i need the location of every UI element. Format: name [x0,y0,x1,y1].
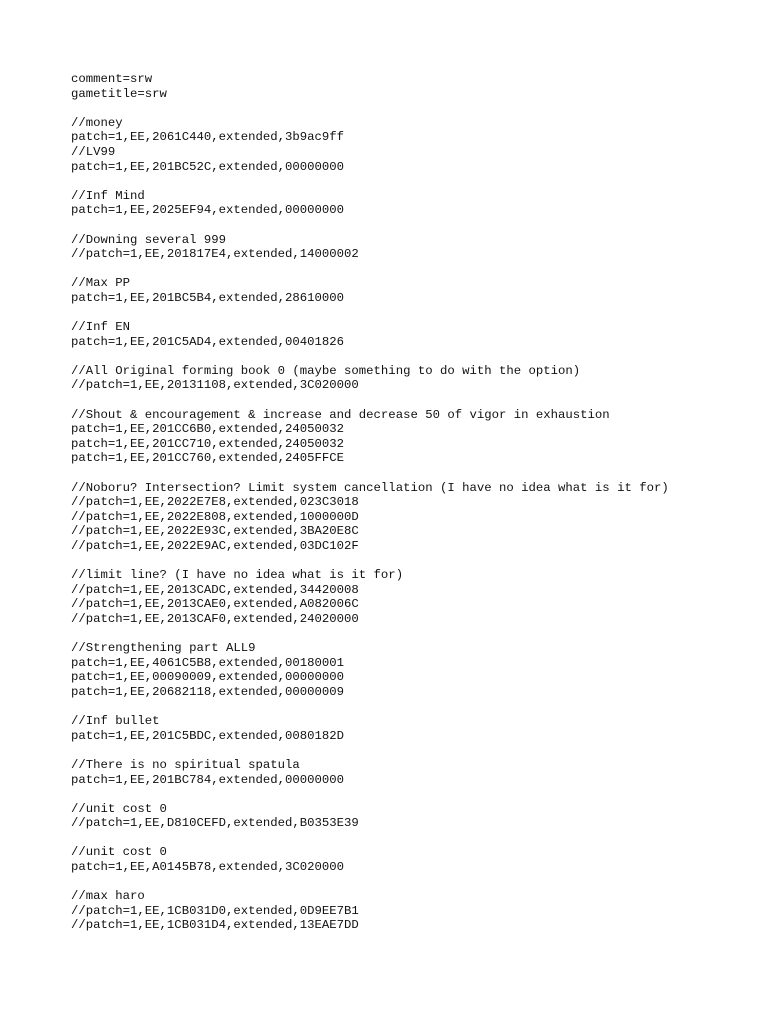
code-line: patch=1,EE,201C5BDC,extended,0080182D [71,728,345,743]
blank-line [71,101,751,116]
comment-line: //patch=1,EE,2013CADC,extended,34420008 [71,582,359,597]
code-line: patch=1,EE,201BC5B4,extended,28610000 [71,290,345,305]
comment-line: //unit cost 0 [71,801,167,816]
code-line: patch=1,EE,00090009,extended,00000000 [71,670,345,685]
blank-line [71,831,751,846]
comment-line: //Shout & encouragement & increase and decrease 50 of vigor in exhaustion [71,407,610,422]
comment-line: //patch=1,EE,1CB031D4,extended,13EAE7DD [71,918,359,933]
blank-line [71,627,751,642]
comment-line: //patch=1,EE,201817E4,extended,14000002 [71,247,359,262]
comment-line: //Inf bullet [71,714,160,729]
code-line: patch=1,EE,201BC784,extended,00000000 [71,772,345,787]
blank-line [71,875,751,890]
blank-line [71,262,751,277]
blank-line [71,700,751,715]
comment-line: //Downing several 999 [71,232,226,247]
comment-line: //max haro [71,889,145,904]
code-line: patch=1,EE,2025EF94,extended,00000000 [71,203,345,218]
blank-line [71,466,751,481]
blank-line [71,306,751,321]
comment-line: //Max PP [71,276,131,291]
code-line: patch=1,EE,201CC6B0,extended,24050032 [71,422,345,437]
blank-line [71,349,751,364]
code-line: patch=1,EE,201BC52C,extended,00000000 [71,159,345,174]
comment-line: //patch=1,EE,2022E9AC,extended,03DC102F [71,539,359,553]
code-line: patch=1,EE,4061C5B8,extended,00180001 [71,655,345,670]
comment-line: //patch=1,EE,2013CAE0,extended,A082006C [71,597,359,612]
code-line: patch=1,EE,2061C440,extended,3b9ac9ff [71,130,345,145]
blank-line [71,174,751,189]
comment-line: //patch=1,EE,2022E93C,extended,3BA20E8C [71,524,359,539]
comment-line: //There is no spiritual spatula [71,757,300,772]
comment-line: //unit cost 0 [71,845,167,860]
comment-line: //patch=1,EE,20131108,extended,3C020000 [71,378,359,393]
blank-line [71,787,751,802]
comment-line: //Noboru? Intersection? Limit system cancellation (I have no idea what is it for) [71,480,669,495]
comment-line: //Strengthening part ALL9 [71,641,256,656]
document-text [71,72,751,933]
comment-line: //Inf EN [71,320,131,335]
code-line: gametitle=srw [71,86,167,101]
blank-line [71,743,751,758]
comment-line: //limit line? (I have no idea what is it for) [71,568,404,583]
comment-line: //patch=1,EE,1CB031D0,extended,0D9EE7B1 [71,903,359,918]
blank-line [71,554,751,569]
comment-line: //patch=1,EE,D810CEFD,extended,B0353E39 [71,816,359,831]
code-line: patch=1,EE,A0145B78,extended,3C020000 [71,860,345,875]
code-line: comment=srw [71,72,153,86]
blank-line [71,393,751,408]
comment-line: //LV99 [71,144,116,159]
code-line: patch=1,EE,201CC710,extended,24050032 [71,436,345,451]
comment-line: //patch=1,EE,2022E808,extended,1000000D [71,509,359,524]
comment-line: //All Original forming book 0 (maybe something to do with the option) [71,363,581,378]
code-line: patch=1,EE,201C5AD4,extended,00401826 [71,334,345,349]
comment-line: //Inf Mind [71,188,145,203]
code-line: patch=1,EE,20682118,extended,00000009 [71,684,345,699]
blank-line [71,218,751,233]
comment-line: //patch=1,EE,2013CAF0,extended,24020000 [71,611,359,626]
comment-line: //money [71,115,123,130]
comment-line: //patch=1,EE,2022E7E8,extended,023C3018 [71,495,359,510]
code-line: patch=1,EE,201CC760,extended,2405FFCE [71,451,345,466]
